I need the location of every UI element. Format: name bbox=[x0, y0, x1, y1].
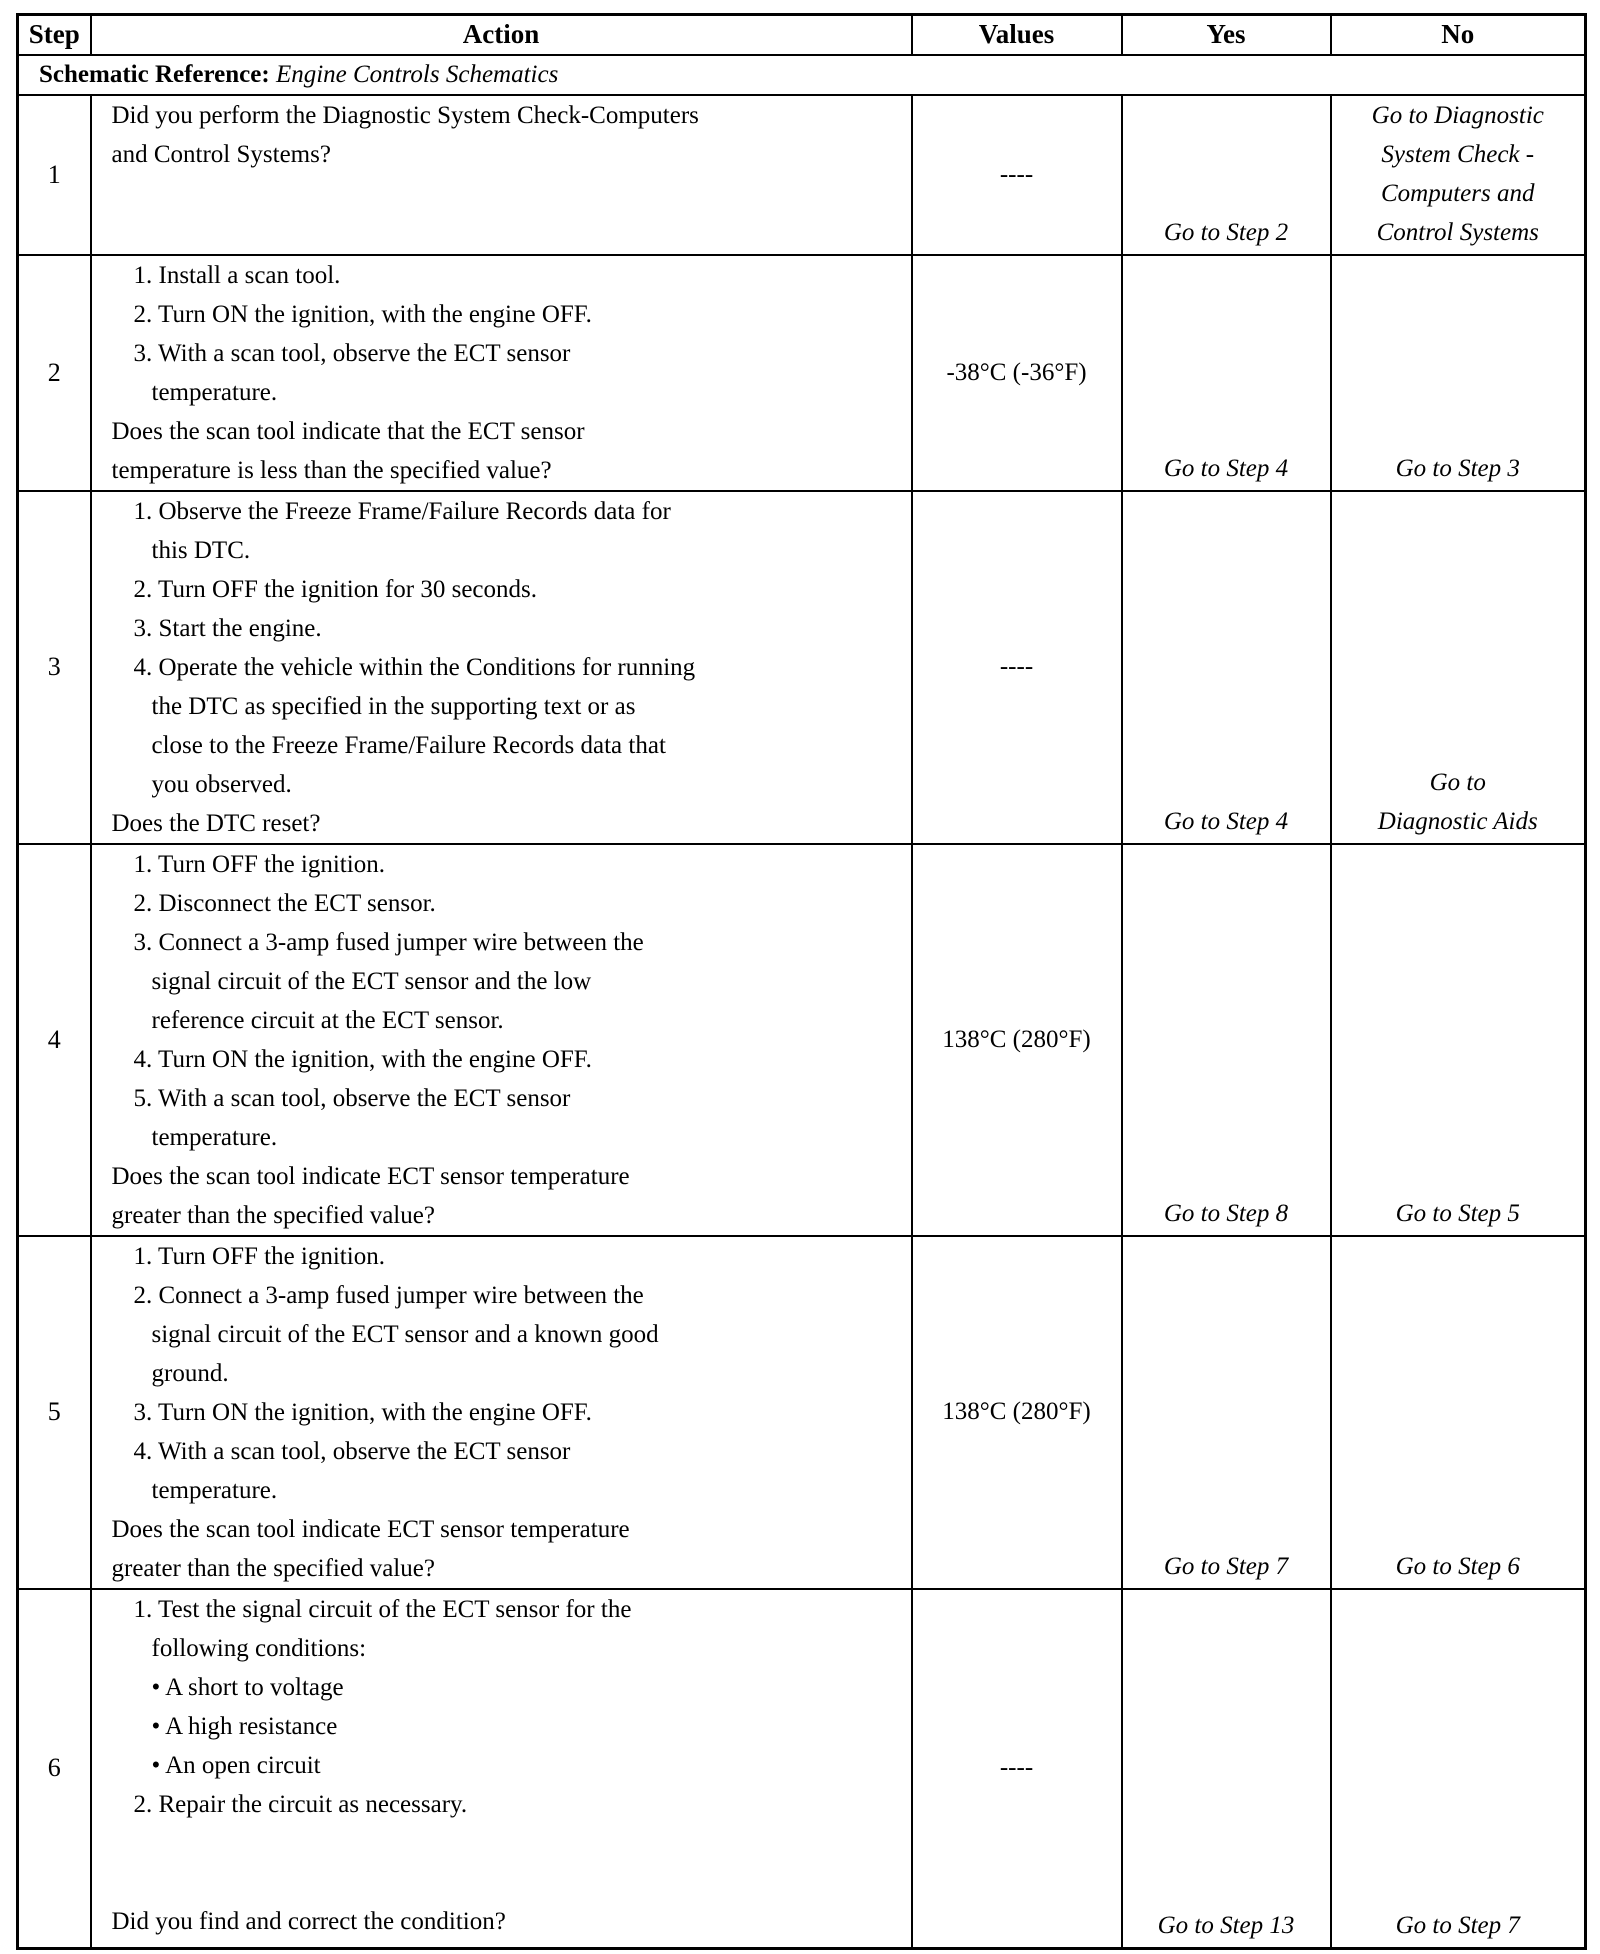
values-cell: -38°C (-36°F) bbox=[912, 255, 1122, 491]
values-cell: ---- bbox=[912, 1589, 1122, 1949]
action-line: temperature. bbox=[151, 1476, 278, 1504]
no-link-line: Control Systems bbox=[1376, 218, 1539, 246]
header-action: Action bbox=[91, 15, 912, 55]
schematic-reference-link[interactable]: Engine Controls Schematics bbox=[275, 60, 559, 88]
action-line: 4. Operate the vehicle within the Conditions for running bbox=[133, 653, 696, 681]
action-line: 2. Turn ON the ignition, with the engine OFF. bbox=[133, 300, 592, 328]
action-line: you observed. bbox=[151, 770, 292, 798]
action-line: Does the DTC reset? bbox=[111, 809, 321, 837]
table-row bbox=[18, 844, 1586, 1236]
step-number: 3 bbox=[18, 491, 91, 844]
action-line: 1. Turn OFF the ignition. bbox=[133, 850, 385, 878]
no-link-line: Computers and bbox=[1381, 179, 1535, 207]
yes-link[interactable]: Go to Step 13 bbox=[1122, 1589, 1331, 1949]
values-cell: ---- bbox=[912, 491, 1122, 844]
header-no: No bbox=[1331, 15, 1586, 55]
action-line: signal circuit of the ECT sensor and a known good bbox=[151, 1320, 659, 1348]
bullet-item: • A high resistance bbox=[151, 1712, 338, 1740]
action-line: ground. bbox=[151, 1359, 229, 1387]
action-line: Does the scan tool indicate that the ECT sensor bbox=[111, 417, 585, 445]
action-cell bbox=[91, 491, 912, 844]
action-line: greater than the specified value? bbox=[111, 1554, 435, 1582]
no-link[interactable] bbox=[1331, 491, 1586, 844]
values-cell: ---- bbox=[912, 95, 1122, 255]
action-line: 1. Observe the Freeze Frame/Failure Records data for bbox=[133, 497, 671, 525]
action-line: 3. Start the engine. bbox=[133, 614, 322, 642]
table-row bbox=[18, 95, 1586, 255]
header-row bbox=[18, 15, 1586, 55]
yes-link[interactable]: Go to Step 4 bbox=[1122, 491, 1331, 844]
action-line: 4. Turn ON the ignition, with the engine OFF. bbox=[133, 1045, 592, 1073]
action-line: temperature. bbox=[151, 1123, 278, 1151]
bullet-item: • An open circuit bbox=[151, 1751, 321, 1779]
action-line: 5. With a scan tool, observe the ECT sensor bbox=[133, 1084, 571, 1112]
action-cell bbox=[91, 1589, 912, 1949]
schematic-reference-row bbox=[18, 55, 1586, 95]
header-step: Step bbox=[18, 15, 91, 55]
values-cell: 138°C (280°F) bbox=[912, 844, 1122, 1236]
no-link-line: Go to Diagnostic bbox=[1371, 101, 1544, 129]
table-row bbox=[18, 1236, 1586, 1589]
action-line: and Control Systems? bbox=[111, 140, 331, 168]
no-link-line: Go to bbox=[1429, 768, 1486, 796]
action-line: 4. With a scan tool, observe the ECT sensor bbox=[133, 1437, 571, 1465]
step-number: 2 bbox=[18, 255, 91, 491]
yes-link[interactable]: Go to Step 2 bbox=[1122, 95, 1331, 255]
action-line-spacer bbox=[112, 1824, 903, 1863]
action-cell bbox=[91, 255, 912, 491]
schematic-reference bbox=[18, 55, 1586, 95]
no-link-line: System Check - bbox=[1381, 140, 1535, 168]
action-line: 2. Disconnect the ECT sensor. bbox=[133, 889, 436, 917]
values-cell: 138°C (280°F) bbox=[912, 1236, 1122, 1589]
bullet-item: • A short to voltage bbox=[151, 1673, 344, 1701]
action-line: signal circuit of the ECT sensor and the low bbox=[151, 967, 592, 995]
action-line: 3. Turn ON the ignition, with the engine OFF. bbox=[133, 1398, 592, 1426]
action-line: Does the scan tool indicate ECT sensor temperature bbox=[111, 1162, 630, 1190]
action-line: close to the Freeze Frame/Failure Records data that bbox=[151, 731, 666, 759]
action-line: 1. Install a scan tool. bbox=[133, 261, 341, 289]
action-cell bbox=[91, 1236, 912, 1589]
no-link[interactable]: Go to Step 5 bbox=[1331, 844, 1586, 1236]
schematic-reference-label: Schematic Reference: bbox=[39, 60, 270, 88]
step-number: 6 bbox=[18, 1589, 91, 1949]
action-line: 3. Connect a 3-amp fused jumper wire between the bbox=[133, 928, 644, 956]
step-number: 5 bbox=[18, 1236, 91, 1589]
action-line: 1. Turn OFF the ignition. bbox=[133, 1242, 385, 1270]
action-line: 1. Test the signal circuit of the ECT sensor for the bbox=[133, 1595, 632, 1623]
no-link-line: Diagnostic Aids bbox=[1377, 807, 1538, 835]
action-line: 2. Repair the circuit as necessary. bbox=[133, 1790, 468, 1818]
yes-link[interactable]: Go to Step 7 bbox=[1122, 1236, 1331, 1589]
action-cell bbox=[91, 95, 912, 255]
action-line: temperature. bbox=[151, 378, 278, 406]
action-line: Did you find and correct the condition? bbox=[111, 1907, 506, 1935]
no-link[interactable]: Go to Step 7 bbox=[1331, 1589, 1586, 1949]
action-line: following conditions: bbox=[151, 1634, 367, 1662]
table-row bbox=[18, 491, 1586, 844]
action-line: this DTC. bbox=[151, 536, 251, 564]
header-values: Values bbox=[912, 15, 1122, 55]
no-link[interactable] bbox=[1331, 95, 1586, 255]
yes-link[interactable]: Go to Step 8 bbox=[1122, 844, 1331, 1236]
action-line: Does the scan tool indicate ECT sensor temperature bbox=[111, 1515, 630, 1543]
action-line: reference circuit at the ECT sensor. bbox=[151, 1006, 504, 1034]
action-line: 2. Connect a 3-amp fused jumper wire between the bbox=[133, 1281, 644, 1309]
action-cell bbox=[91, 844, 912, 1236]
action-line: greater than the specified value? bbox=[111, 1201, 435, 1229]
action-line: 3. With a scan tool, observe the ECT sensor bbox=[133, 339, 571, 367]
no-link[interactable]: Go to Step 3 bbox=[1331, 255, 1586, 491]
action-line: the DTC as specified in the supporting text or as bbox=[151, 692, 636, 720]
action-line: 2. Turn OFF the ignition for 30 seconds. bbox=[133, 575, 538, 603]
yes-link[interactable]: Go to Step 4 bbox=[1122, 255, 1331, 491]
action-line-spacer bbox=[112, 1863, 903, 1902]
diagnostic-table bbox=[16, 13, 1587, 1950]
header-yes: Yes bbox=[1122, 15, 1331, 55]
table-row bbox=[18, 255, 1586, 491]
step-number: 1 bbox=[18, 95, 91, 255]
action-line: temperature is less than the specified value? bbox=[111, 456, 552, 484]
table-row bbox=[18, 1589, 1586, 1949]
no-link[interactable]: Go to Step 6 bbox=[1331, 1236, 1586, 1589]
step-number: 4 bbox=[18, 844, 91, 1236]
action-line: Did you perform the Diagnostic System Check-Computers bbox=[111, 101, 699, 129]
